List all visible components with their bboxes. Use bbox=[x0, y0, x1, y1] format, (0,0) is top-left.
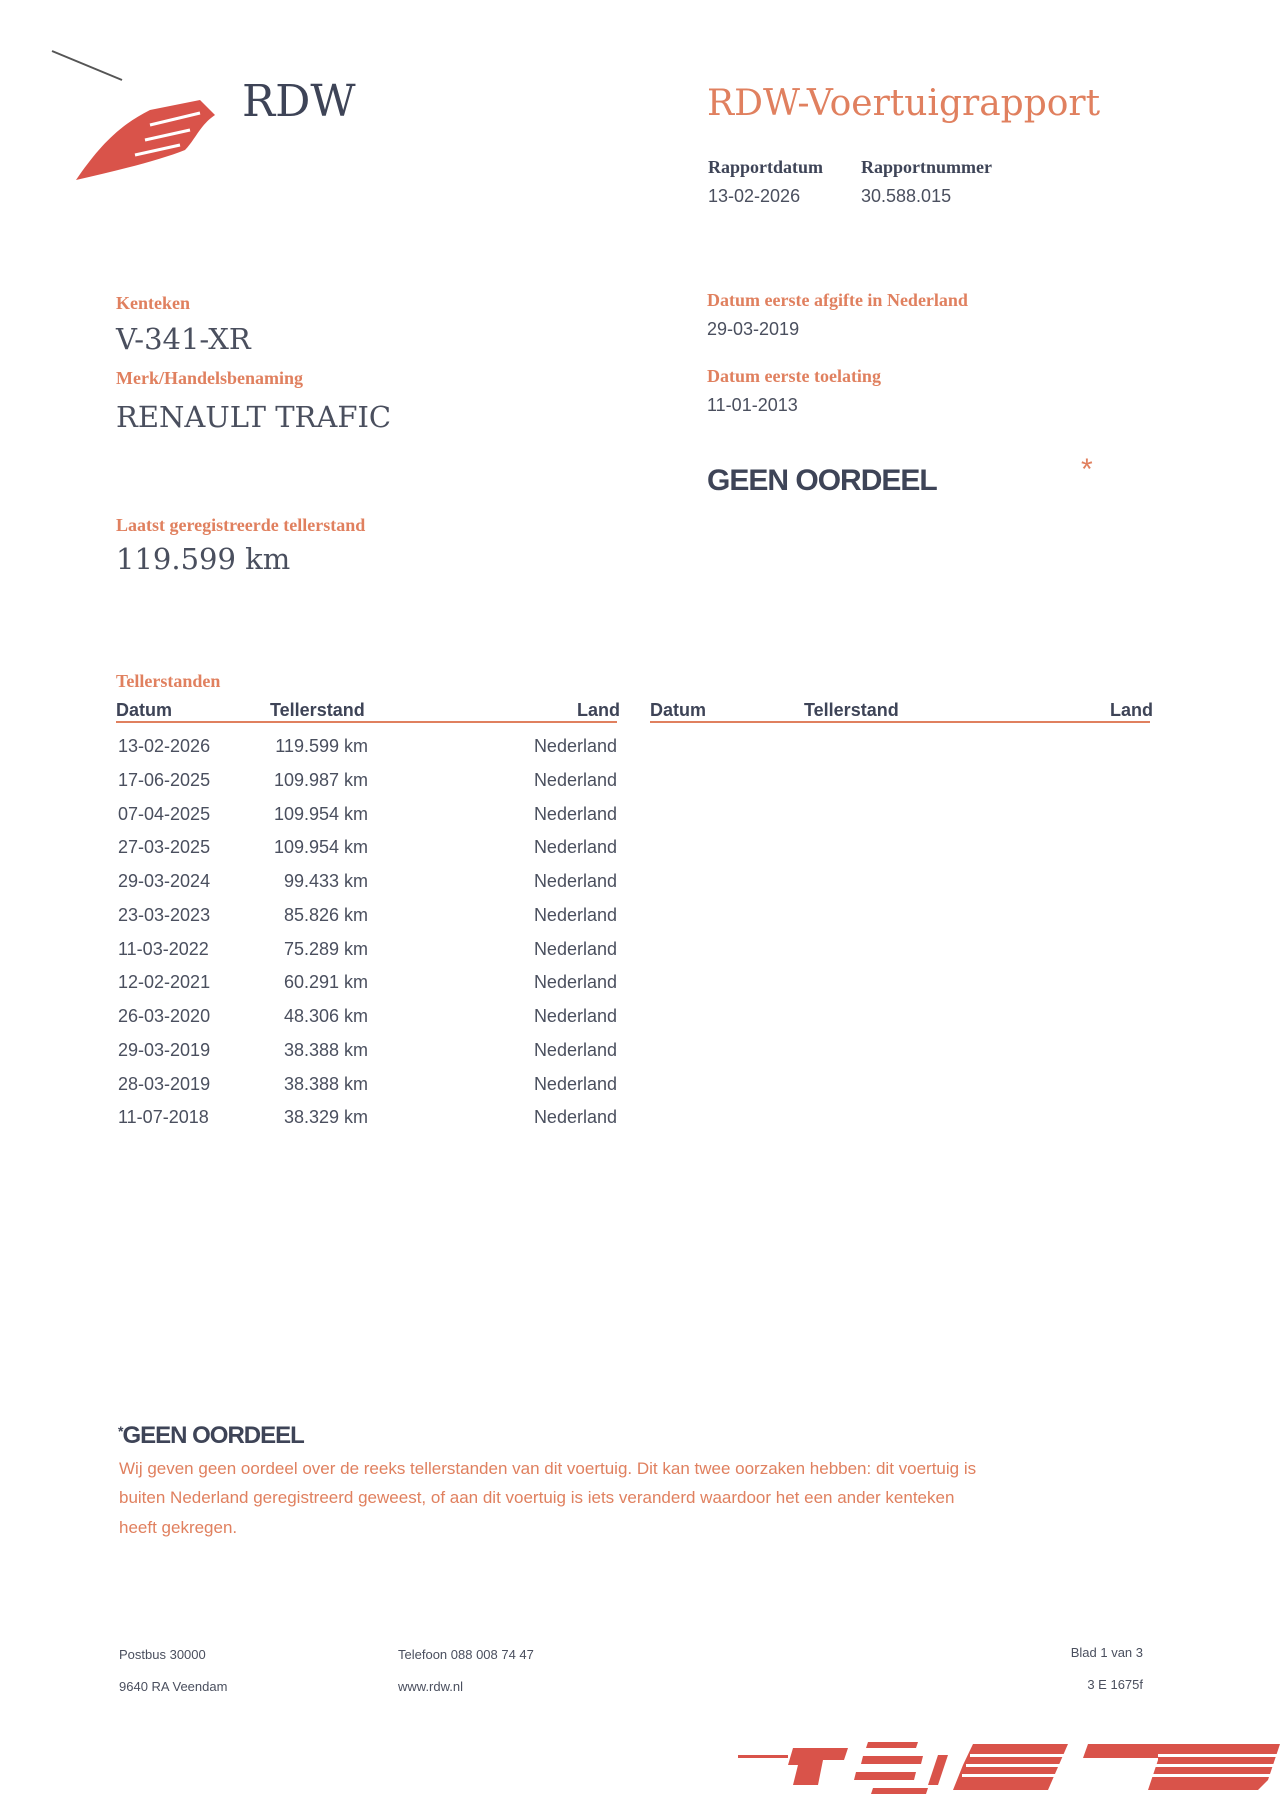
table-header-rule bbox=[650, 721, 1150, 723]
row-date: 11-07-2018 bbox=[118, 1107, 209, 1128]
row-country: Nederland bbox=[533, 1006, 617, 1026]
report-date: 13-02-2026 bbox=[708, 186, 801, 206]
row-date: 13-02-2026 bbox=[118, 736, 211, 756]
row-odometer: 48.306 km bbox=[283, 1006, 368, 1026]
col-header-tellerstand: Tellerstand bbox=[804, 700, 899, 720]
row-country: Nederland bbox=[533, 736, 617, 756]
row-odometer: 38.329 km bbox=[283, 1107, 368, 1128]
row-date: 28-03-2019 bbox=[118, 1073, 211, 1094]
row-date: 07-04-2025 bbox=[118, 803, 211, 824]
note-line: Wij geven geen oordeel over de reeks tellerstanden van dit voertuig. Dit kan twee oorzaken hebben: dit voertuig is bbox=[119, 1459, 977, 1478]
note-line: buiten Nederland geregistreerd geweest, of aan dit voertuig is iets veranderd waardoor het een ander kenteken bbox=[119, 1488, 955, 1507]
odometer-label: Laatst geregistreerde tellerstand bbox=[116, 515, 366, 535]
col-header-datum: Datum bbox=[650, 700, 707, 720]
note-title-text: GEEN OORDEEL bbox=[122, 1422, 304, 1449]
row-odometer: 85.826 km bbox=[283, 904, 368, 925]
row-odometer: 109.987 km bbox=[273, 769, 368, 790]
plate-label: Kenteken bbox=[116, 293, 190, 313]
row-date: 17-06-2025 bbox=[118, 769, 211, 790]
verdict: GEEN OORDEEL bbox=[707, 464, 937, 497]
col-header-tellerstand: Tellerstand bbox=[270, 700, 365, 720]
rdw-stripes-logo bbox=[738, 1740, 1280, 1798]
row-date: 29-03-2024 bbox=[118, 871, 211, 891]
brand-label: Merk/Handelsbenaming bbox=[116, 368, 304, 388]
row-date: 11-03-2022 bbox=[118, 938, 209, 959]
row-odometer: 38.388 km bbox=[283, 1073, 368, 1094]
row-country: Nederland bbox=[533, 972, 617, 993]
footer-code: 3 E 1675f bbox=[1087, 1677, 1143, 1692]
row-date: 12-02-2021 bbox=[118, 972, 211, 993]
row-odometer: 60.291 km bbox=[283, 972, 368, 993]
report-number: 30.588.015 bbox=[861, 186, 952, 206]
first-admission-label: Datum eerste toelating bbox=[707, 366, 881, 386]
row-country: Nederland bbox=[533, 769, 617, 790]
col-header-land: Land bbox=[577, 700, 620, 720]
first-admission: 11-01-2013 bbox=[707, 395, 798, 415]
first-nl: 29-03-2019 bbox=[707, 319, 800, 339]
row-odometer: 75.289 km bbox=[283, 938, 368, 959]
row-date: 26-03-2020 bbox=[118, 1006, 211, 1026]
note-title bbox=[118, 1424, 304, 1448]
report-date-label: Rapportdatum bbox=[708, 157, 824, 177]
row-country: Nederland bbox=[533, 1039, 617, 1060]
footer-postbus: Postbus 30000 bbox=[119, 1647, 206, 1662]
plate: V-341-XR bbox=[116, 322, 251, 356]
verdict-asterisk: * bbox=[1081, 453, 1093, 486]
row-odometer: 38.388 km bbox=[283, 1039, 368, 1060]
row-country: Nederland bbox=[533, 837, 617, 858]
row-odometer: 119.599 km bbox=[275, 736, 368, 756]
table-header-rule bbox=[116, 721, 617, 723]
row-country: Nederland bbox=[533, 803, 617, 824]
row-country: Nederland bbox=[533, 904, 617, 925]
row-odometer: 109.954 km bbox=[273, 837, 368, 858]
footer-page: Blad 1 van 3 bbox=[1070, 1645, 1143, 1660]
row-date: 23-03-2023 bbox=[118, 904, 211, 925]
note-line: heeft gekregen. bbox=[119, 1518, 238, 1537]
footer-web[interactable]: www.rdw.nl bbox=[398, 1679, 464, 1694]
row-odometer: 99.433 km bbox=[283, 871, 368, 891]
row-odometer: 109.954 km bbox=[273, 803, 368, 824]
row-date: 29-03-2019 bbox=[118, 1039, 211, 1060]
col-header-land: Land bbox=[1110, 700, 1153, 720]
first-nl-label: Datum eerste afgifte in Nederland bbox=[707, 290, 968, 310]
row-country: Nederland bbox=[533, 938, 617, 959]
table-title: Tellerstanden bbox=[116, 671, 221, 691]
report-title: RDW-Voertuigrapport bbox=[707, 83, 1101, 124]
footer-address: 9640 RA Veendam bbox=[119, 1679, 228, 1694]
note-asterisk: * bbox=[118, 1423, 123, 1439]
logo-text: RDW bbox=[242, 76, 356, 127]
rdw-feather-logo bbox=[50, 45, 230, 185]
row-country: Nederland bbox=[533, 1107, 617, 1128]
row-date: 27-03-2025 bbox=[118, 837, 211, 858]
col-header-datum: Datum bbox=[116, 700, 173, 720]
brand: RENAULT TRAFIC bbox=[116, 400, 392, 434]
row-country: Nederland bbox=[533, 871, 617, 891]
row-country: Nederland bbox=[533, 1073, 617, 1094]
footer-phone: Telefoon 088 008 74 47 bbox=[398, 1647, 534, 1662]
odometer: 119.599 km bbox=[116, 542, 291, 576]
report-number-label: Rapportnummer bbox=[861, 157, 992, 177]
